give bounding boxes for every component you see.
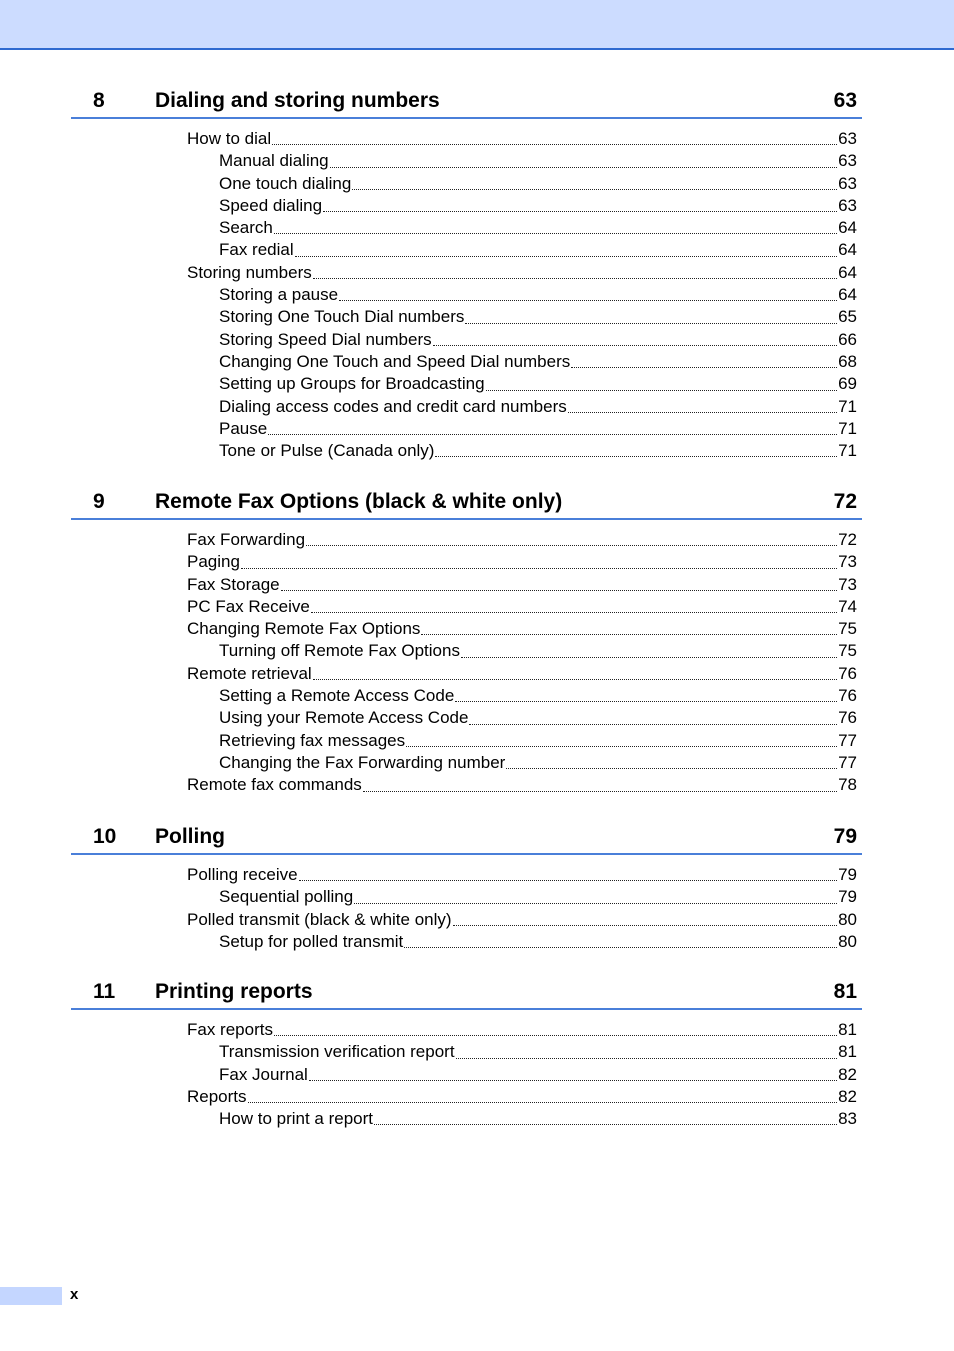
toc-entry-label: Reports <box>187 1086 247 1106</box>
dot-leader <box>506 767 837 769</box>
toc-entry-page: 63 <box>838 173 857 193</box>
footer-band <box>0 1287 62 1305</box>
toc-entry <box>71 864 862 886</box>
toc-entry-label: Using your Remote Access Code <box>219 708 469 728</box>
toc-entry-label: Storing Speed Dial numbers <box>219 329 432 349</box>
toc-entry <box>71 730 862 752</box>
toc-entry-label: Changing One Touch and Speed Dial numbers <box>219 351 571 371</box>
toc-entry-page: 64 <box>838 285 857 305</box>
toc-entry <box>71 396 862 418</box>
toc-entry-label: Sequential polling <box>219 887 354 907</box>
dot-leader <box>272 143 837 145</box>
toc-entry-label: Manual dialing <box>219 151 329 171</box>
chapter-title: Dialing and storing numbers <box>155 89 440 112</box>
toc-entry-page: 80 <box>838 931 857 951</box>
toc-entry-page: 77 <box>838 752 857 772</box>
toc-entry-page: 65 <box>838 307 857 327</box>
toc-entry-page: 71 <box>838 396 857 416</box>
toc-entry-label: Fax reports <box>187 1020 273 1039</box>
toc-entry-label: Remote retrieval <box>187 663 312 683</box>
toc-entry <box>71 262 862 284</box>
dot-leader <box>374 1123 837 1125</box>
toc-entry-page: 76 <box>838 708 857 728</box>
toc-entry-page: 63 <box>838 195 857 215</box>
toc-entry-label: Retrieving fax messages <box>219 730 406 750</box>
toc-entry-label: Speed dialing <box>219 195 323 215</box>
chapter-number: 10 <box>93 825 117 848</box>
toc-entry <box>71 909 862 931</box>
toc-entry <box>71 774 862 796</box>
toc-entry-label: Storing a pause <box>219 285 339 305</box>
toc-entry-list <box>71 864 862 953</box>
toc-entry-page: 63 <box>838 151 857 171</box>
chapter-page-number: 72 <box>833 490 857 513</box>
toc-entry-label: Transmission verification report <box>219 1042 455 1062</box>
toc-entry-page: 71 <box>838 418 857 438</box>
toc-entry-page: 73 <box>838 552 857 572</box>
toc-entry-label: Tone or Pulse (Canada only) <box>219 441 435 461</box>
page-number-label: x <box>70 1286 79 1303</box>
toc-entry-list <box>71 1019 862 1130</box>
chapter-section <box>71 482 862 797</box>
toc-entry-list <box>71 529 862 797</box>
dot-leader <box>571 366 837 368</box>
toc-entry-page: 64 <box>838 240 857 260</box>
toc-entry <box>71 329 862 351</box>
toc-entry <box>71 1108 862 1130</box>
toc-entry <box>71 128 862 150</box>
toc-entry <box>71 418 862 440</box>
toc-entry <box>71 931 862 953</box>
dot-leader <box>311 611 837 613</box>
toc-entry-page: 82 <box>838 1086 857 1106</box>
chapter-title: Polling <box>155 825 225 848</box>
toc-entry-label: Storing numbers <box>187 262 312 282</box>
dot-leader <box>281 589 837 591</box>
toc-entry-page: 78 <box>838 775 857 795</box>
toc-entry <box>71 173 862 195</box>
toc-entry-list <box>71 128 862 462</box>
toc-entry-page: 69 <box>838 374 857 394</box>
toc-entry-page: 66 <box>838 329 857 349</box>
toc-entry <box>71 306 862 328</box>
toc-entry <box>71 752 862 774</box>
chapter-section <box>71 817 862 953</box>
dot-leader <box>339 299 837 301</box>
dot-leader <box>406 745 837 747</box>
toc-entry-label: Fax Journal <box>219 1064 308 1084</box>
toc-entry <box>71 239 862 261</box>
toc-entry-label: Fax Forwarding <box>187 530 306 549</box>
chapter-number: 11 <box>93 980 116 1003</box>
dot-leader <box>456 1057 838 1059</box>
toc-entry-page: 71 <box>838 441 857 461</box>
dot-leader <box>313 678 837 680</box>
toc-entry <box>71 195 862 217</box>
toc-entry <box>71 551 862 573</box>
chapter-heading <box>71 817 862 855</box>
dot-leader <box>330 166 837 168</box>
toc-entry-label: Fax Storage <box>187 574 280 594</box>
dot-leader <box>268 433 837 435</box>
toc-entry-label: Setup for polled transmit <box>219 931 404 951</box>
toc-entry-label: PC Fax Receive <box>187 596 310 616</box>
chapter-page-number: 79 <box>833 825 857 848</box>
dot-leader <box>309 1079 837 1081</box>
dot-leader <box>469 723 837 725</box>
toc-entry <box>71 596 862 618</box>
dot-leader <box>299 879 838 881</box>
toc-entry-page: 76 <box>838 663 857 683</box>
chapter-number: 8 <box>93 89 105 112</box>
toc-entry-label: Changing the Fax Forwarding number <box>219 752 506 772</box>
toc-entry-page: 79 <box>838 887 857 907</box>
chapter-section <box>71 81 862 462</box>
dot-leader <box>274 232 837 234</box>
toc-entry <box>71 886 862 908</box>
toc-entry <box>71 663 862 685</box>
chapter-heading <box>71 81 862 119</box>
chapter-heading <box>71 482 862 520</box>
toc-entry-label: Turning off Remote Fax Options <box>219 641 460 661</box>
dot-leader <box>421 633 837 635</box>
dot-leader <box>433 344 837 346</box>
toc-entry-page: 74 <box>838 596 857 616</box>
toc-entry-label: Changing Remote Fax Options <box>187 619 421 639</box>
chapter-heading <box>71 972 862 1010</box>
toc-entry-label: Polling receive <box>187 865 298 884</box>
toc-entry-label: Setting a Remote Access Code <box>219 686 455 706</box>
toc-entry <box>71 150 862 172</box>
header-band <box>0 0 954 50</box>
toc-entry-page: 75 <box>838 619 857 639</box>
toc-entry <box>71 685 862 707</box>
toc-entry-label: Setting up Groups for Broadcasting <box>219 374 485 394</box>
chapter-number: 9 <box>93 490 105 513</box>
toc-entry-label: How to dial <box>187 129 272 148</box>
chapter-page-number: 81 <box>833 980 857 1003</box>
dot-leader <box>568 411 837 413</box>
dot-leader <box>455 700 837 702</box>
toc-entry-label: One touch dialing <box>219 173 352 193</box>
chapter-page-number: 63 <box>833 89 857 112</box>
dot-leader <box>248 1101 838 1103</box>
toc-entry-label: Remote fax commands <box>187 775 362 795</box>
toc-entry-label: Polled transmit (black & white only) <box>187 909 452 929</box>
toc-entry <box>71 574 862 596</box>
dot-leader <box>404 946 837 948</box>
toc-entry-page: 79 <box>838 865 857 884</box>
toc-entry-label: How to print a report <box>219 1109 374 1129</box>
toc-entry <box>71 373 862 395</box>
toc-entry-page: 72 <box>838 530 857 549</box>
toc-entry-page: 68 <box>838 351 857 371</box>
toc-entry-page: 83 <box>838 1109 857 1129</box>
toc-entry-label: Pause <box>219 418 268 438</box>
toc-entry-label: Search <box>219 218 273 238</box>
dot-leader <box>435 455 837 457</box>
toc-entry-page: 82 <box>838 1064 857 1084</box>
toc-entry-page: 76 <box>838 686 857 706</box>
toc-entry-label: Storing One Touch Dial numbers <box>219 307 465 327</box>
toc-entry-label: Fax redial <box>219 240 294 260</box>
dot-leader <box>295 255 837 257</box>
dot-leader <box>486 389 838 391</box>
toc-entry-page: 81 <box>838 1020 857 1039</box>
dot-leader <box>274 1034 837 1036</box>
toc-entry <box>71 351 862 373</box>
dot-leader <box>352 188 837 190</box>
toc-entry <box>71 640 862 662</box>
dot-leader <box>461 656 837 658</box>
toc-entry <box>71 217 862 239</box>
toc-entry-label: Paging <box>187 552 240 572</box>
toc-entry <box>71 1086 862 1108</box>
toc-entry-page: 81 <box>838 1042 857 1062</box>
toc-entry-page: 73 <box>838 574 857 594</box>
toc-entry-page: 63 <box>838 129 857 148</box>
toc-entry <box>71 1041 862 1063</box>
dot-leader <box>354 902 837 904</box>
toc-entry <box>71 707 862 729</box>
chapter-title: Printing reports <box>155 980 313 1003</box>
dot-leader <box>465 322 837 324</box>
dot-leader <box>241 567 837 569</box>
toc-entry <box>71 440 862 462</box>
chapter-title: Remote Fax Options (black & white only) <box>155 490 563 513</box>
dot-leader <box>453 924 838 926</box>
toc-entry <box>71 529 862 551</box>
toc-entry-page: 64 <box>838 262 857 282</box>
toc-entry-page: 64 <box>838 218 857 238</box>
toc-entry <box>71 1064 862 1086</box>
toc-entry-page: 75 <box>838 641 857 661</box>
dot-leader <box>323 210 837 212</box>
chapter-section <box>71 972 862 1130</box>
toc-entry-page: 80 <box>838 909 857 929</box>
toc-entry-page: 77 <box>838 730 857 750</box>
toc-entry-label: Dialing access codes and credit card numbers <box>219 396 567 416</box>
dot-leader <box>313 277 837 279</box>
dot-leader <box>363 790 837 792</box>
toc-entry <box>71 618 862 640</box>
dot-leader <box>306 544 837 546</box>
toc-entry <box>71 284 862 306</box>
toc-entry <box>71 1019 862 1041</box>
